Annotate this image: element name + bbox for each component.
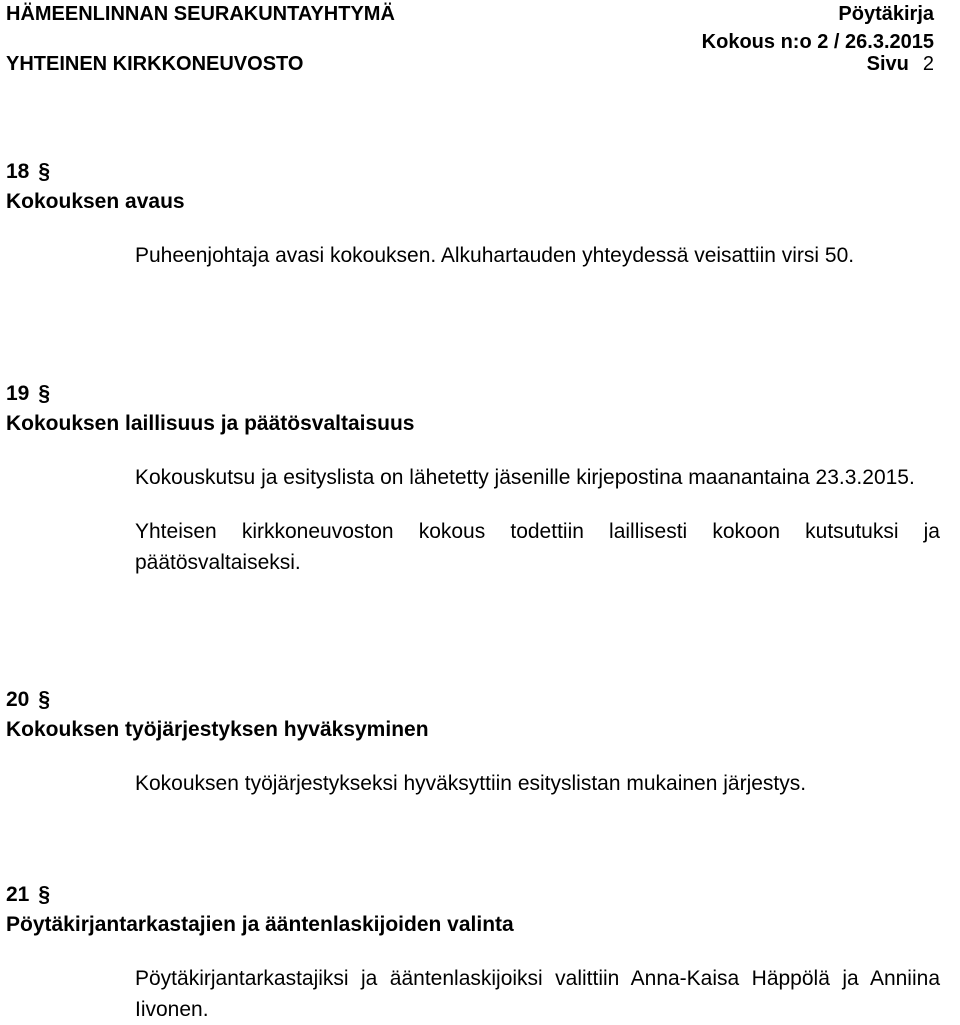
section-number-line xyxy=(6,880,940,910)
section-20 xyxy=(6,685,940,799)
document-type: Pöytäkirja xyxy=(838,3,934,25)
meeting-info: Kokous n:o 2 / 26.3.2015 xyxy=(701,31,934,53)
section-sign: § xyxy=(38,882,51,907)
section-number-line xyxy=(6,685,940,715)
header-row-1 xyxy=(6,2,934,26)
section-paragraph: Yhteisen kirkkoneuvoston kokous todettiin laillisesti kokoon kutsutuksi ja päätösvaltaiseksi. xyxy=(135,520,940,574)
section-sign: § xyxy=(38,159,51,184)
section-21 xyxy=(6,880,940,1025)
section-number: 19 xyxy=(6,382,30,405)
section-paragraph: Kokouskutsu ja esityslista on lähetetty jäsenille kirjepostina maanantaina 23.3.2015. xyxy=(135,466,915,489)
section-18 xyxy=(6,157,940,271)
section-title: Kokouksen työjärjestyksen hyväksyminen xyxy=(6,718,429,741)
section-number-line xyxy=(6,379,940,409)
section-sign: § xyxy=(38,687,51,712)
section-19 xyxy=(6,379,940,578)
section-title: Kokouksen avaus xyxy=(6,190,185,213)
section-number: 20 xyxy=(6,688,30,711)
section-paragraph: Kokouksen työjärjestykseksi hyväksyttiin esityslistan mukainen järjestys. xyxy=(135,772,807,795)
organization-name: HÄMEENLINNAN SEURAKUNTAYHTYMÄ xyxy=(6,3,395,25)
page-label: Sivu xyxy=(866,53,909,75)
section-paragraph: Puheenjohtaja avasi kokouksen. Alkuhartauden yhteydessä veisattiin virsi 50. xyxy=(135,244,855,267)
section-title: Kokouksen laillisuus ja päätösvaltaisuus xyxy=(6,412,415,435)
page-number: 2 xyxy=(922,53,934,75)
page-indicator xyxy=(867,52,934,76)
section-number-line xyxy=(6,157,940,187)
section-number: 18 xyxy=(6,160,30,183)
header-row-3 xyxy=(6,52,934,76)
section-title: Pöytäkirjantarkastajien ja ääntenlaskijoiden valinta xyxy=(6,913,514,936)
section-paragraph: Pöytäkirjantarkastajiksi ja ääntenlaskijoiksi valittiin Anna-Kaisa Häppölä ja Anniina Iivonen. xyxy=(135,967,940,1021)
section-number: 21 xyxy=(6,883,30,906)
governing-body: YHTEINEN KIRKKONEUVOSTO xyxy=(6,53,304,75)
header-row-2 xyxy=(6,30,934,54)
section-sign: § xyxy=(38,381,51,406)
